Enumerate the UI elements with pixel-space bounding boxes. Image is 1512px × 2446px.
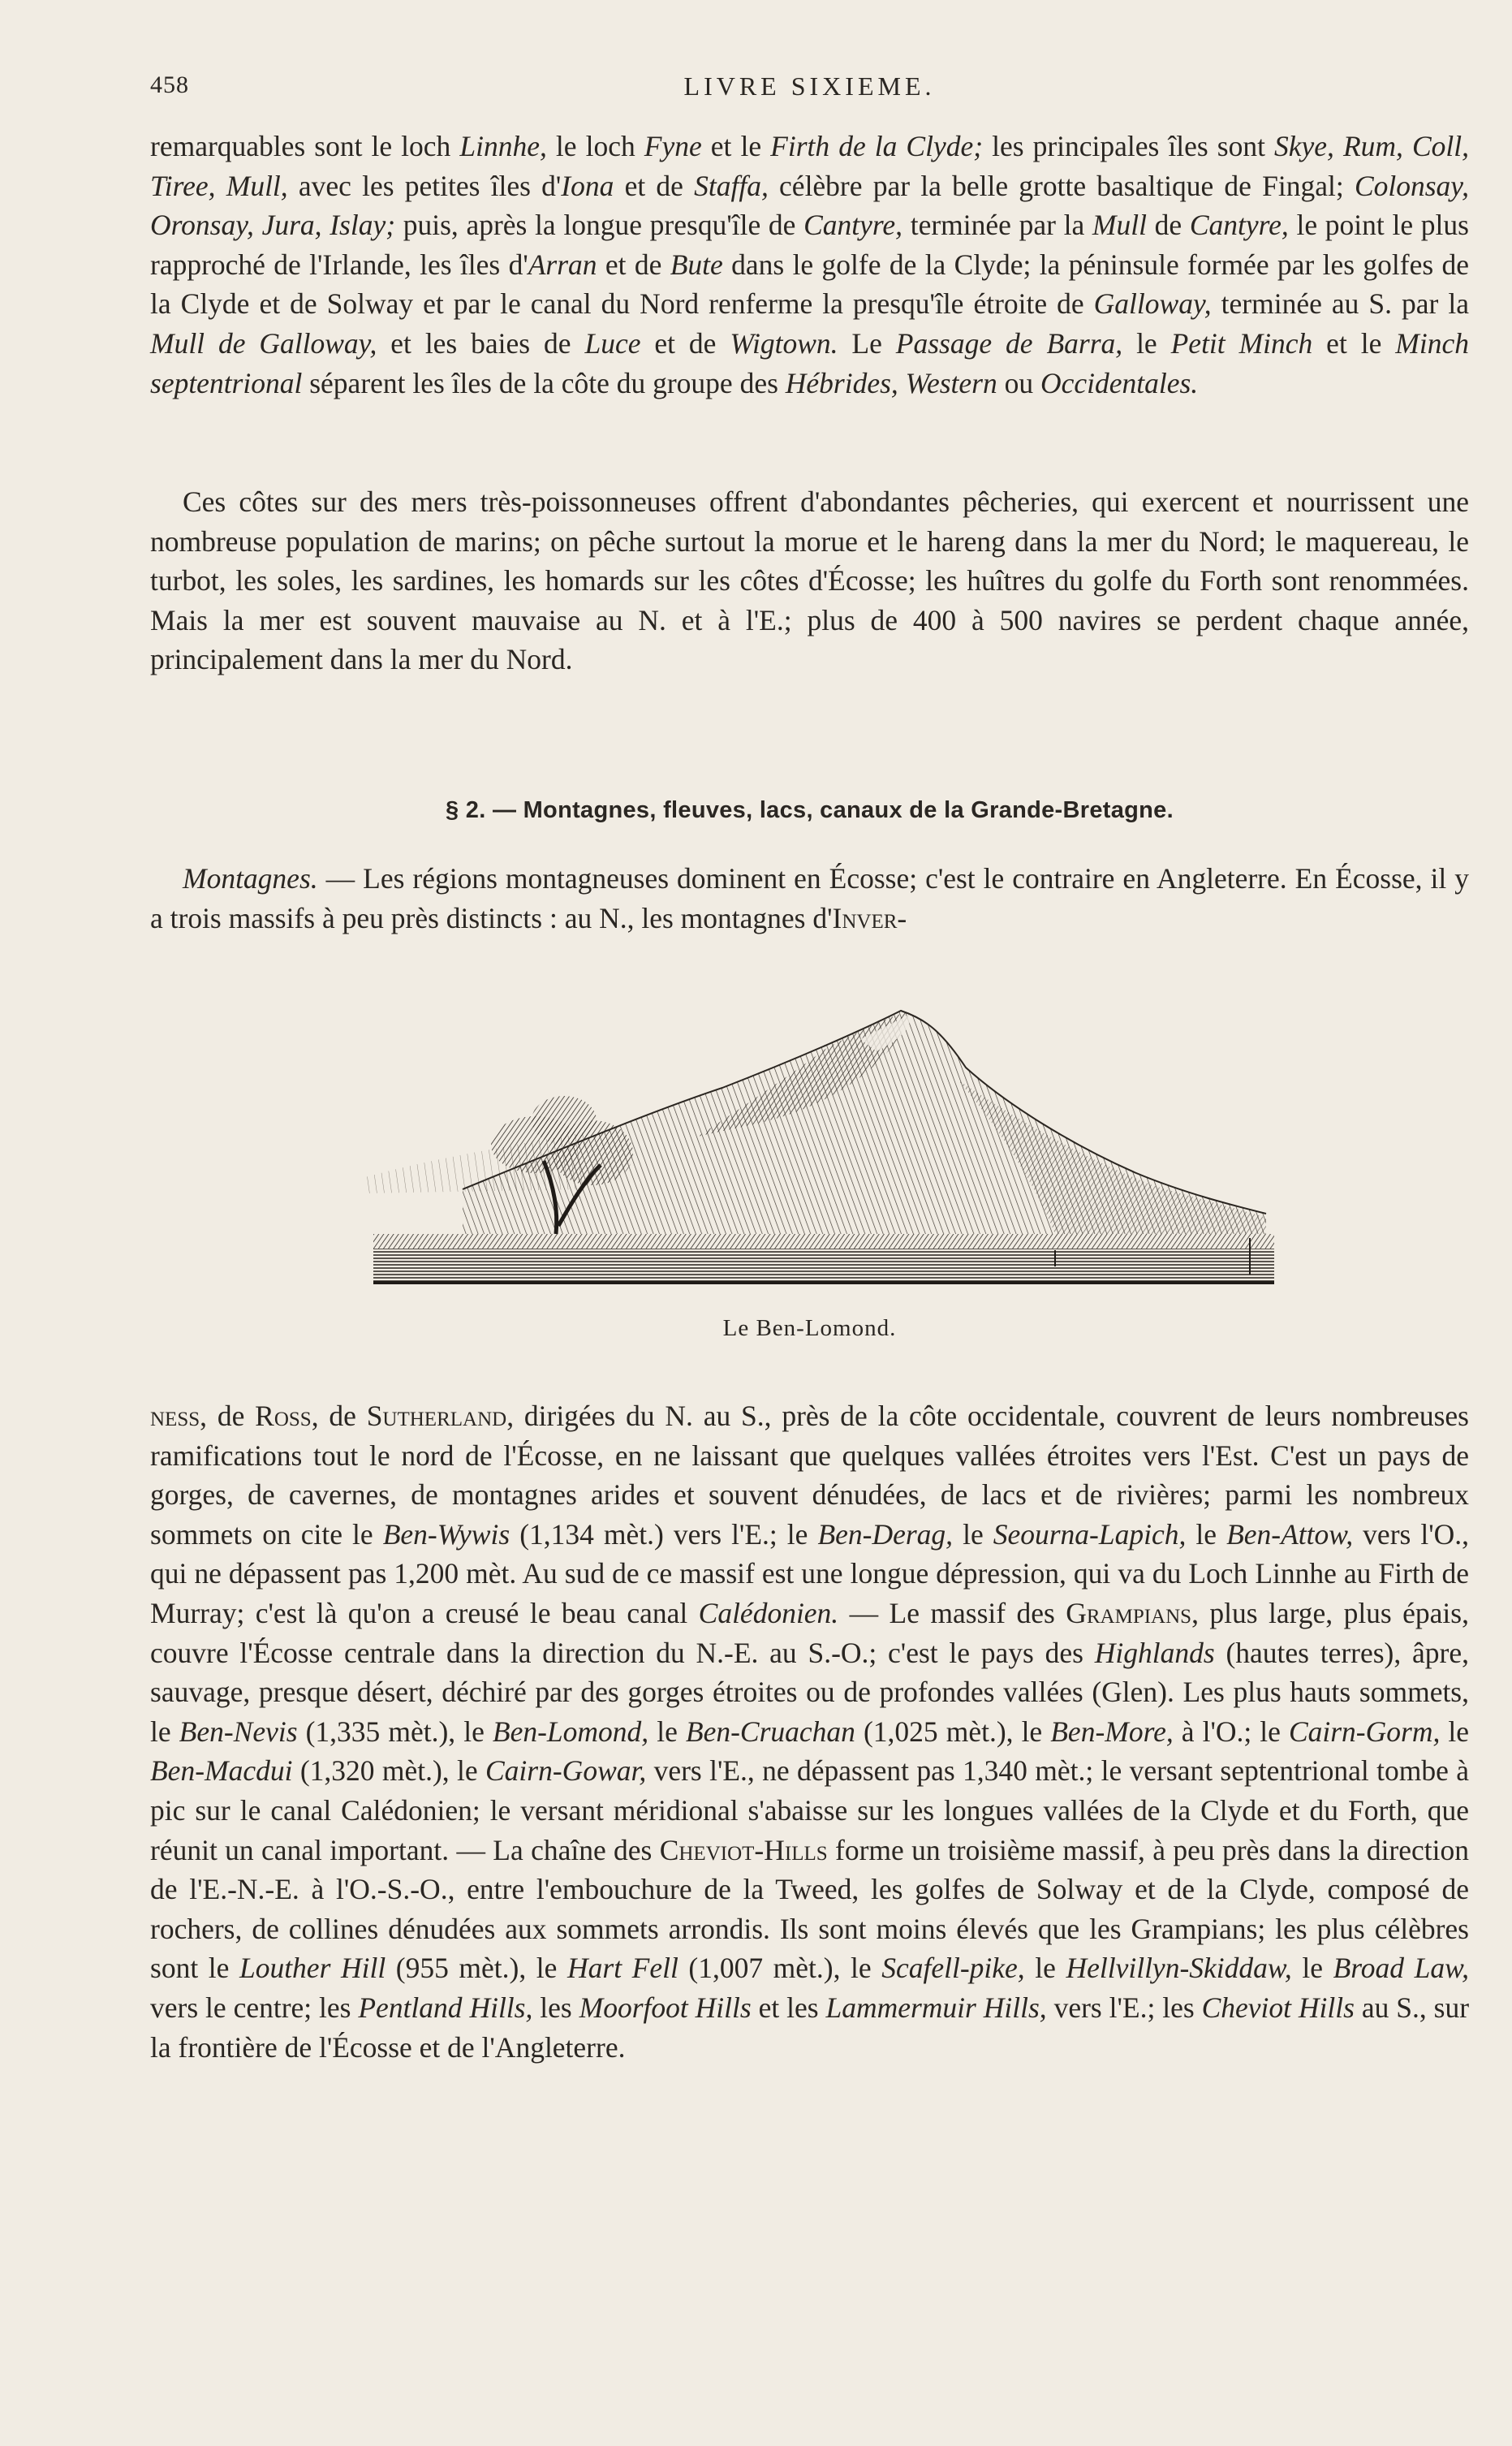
italic-term: Firth de la Clyde; — [770, 130, 984, 162]
italic-term: Galloway, — [1093, 287, 1212, 321]
italic-term: Cairn-Gorm, — [1288, 1715, 1441, 1748]
paragraph-text: Ces côtes sur des mers très-poissonneuses offrent d'abondantes pêcheries, qui exercent et nourrissent une nombreuse population de marins; on pêche surtout la morue et le hareng dans la mer du Nord; le maquereau, le turbot, les soles, les sardines, les homards sur les côtes d'Écosse; les huîtres du golfe du Forth sont renommées. Mais la mer est souvent mauvaise au N. et à l'E.; plus de 400 à 500 navires se perdent chaque année, principalement dans la mer du Nord. — [150, 485, 1469, 676]
italic-term: Calédonien. — [698, 1596, 839, 1629]
italic-term: Passage de Barra, — [895, 326, 1123, 360]
paragraph-fisheries — [150, 482, 1469, 679]
page-header — [150, 71, 1469, 112]
italic-term: Moorfoot Hills — [579, 1991, 752, 2024]
italic-term: Occidentales. — [1040, 366, 1199, 399]
figure-caption: Le Ben-Lomond. — [722, 1315, 897, 1341]
italic-term: Montagnes. — [183, 862, 318, 895]
mountain-landscape-engraving — [341, 990, 1282, 1303]
italic-term: Arran — [528, 248, 597, 281]
small-caps-term: ness — [150, 1400, 200, 1432]
paragraph-islands — [150, 127, 1469, 403]
italic-term: Fyne — [644, 130, 702, 162]
paragraph-massifs — [150, 1396, 1469, 2067]
ben-lomond-illustration — [341, 990, 1282, 1303]
italic-term: Ben-Attow, — [1226, 1517, 1354, 1551]
small-caps-term: Cheviot-Hills — [659, 1833, 828, 1866]
italic-term: Iona — [561, 169, 614, 202]
italic-term: Ben-Macdui — [150, 1754, 293, 1788]
italic-term: Cairn-Gowar, — [485, 1754, 647, 1788]
italic-term: Ben-Cruachan — [685, 1715, 855, 1748]
italic-term: Petit Minch — [1170, 326, 1313, 360]
italic-term: Mull — [1092, 209, 1147, 242]
italic-term: Colonsay, Oronsay, Jura, Islay; — [150, 169, 1469, 242]
italic-term: Luce — [584, 326, 641, 360]
italic-term: Wigtown. — [730, 326, 838, 360]
small-caps-term: Sutherland — [366, 1400, 507, 1432]
italic-term: Pentland Hills, — [358, 1991, 533, 2024]
italic-term: Hébrides, Western — [785, 366, 997, 399]
italic-term: Seourna-Lapich, — [993, 1517, 1187, 1551]
italic-term: Louther Hill — [239, 1952, 386, 1985]
italic-term: Mull de Galloway, — [150, 326, 377, 360]
italic-term: Staffa, — [694, 169, 769, 202]
italic-term: Lammermuir Hills, — [825, 1991, 1047, 2024]
italic-term: Broad Law, — [1333, 1952, 1470, 1985]
italic-term: Cheviot Hills — [1201, 1991, 1355, 2024]
italic-term: Hart Fell — [567, 1952, 678, 1985]
italic-term: Highlands — [1094, 1636, 1215, 1669]
paragraph-text: remarquables sont le loch Linnhe, le loch Fyne et le Firth de la Clyde; les principales îles sont Skye, Rum, Coll, Tiree, Mull, avec les petites îles d'Iona et de Staffa, célèbre par la belle grotte basaltique de Fingal; Colonsay, Oronsay, Jura, Islay; puis, après la longue presqu'île de Cantyre, terminée par la Mull de Cantyre, le point le plus rapproché de l'Irlande, les îles d'Arran et de Bute dans le golfe de la Clyde; la péninsule formée par les golfes de la Clyde et de Solway et par le canal du Nord renferme la presqu'île étroite de Galloway, terminée au S. par la Mull de Galloway, et les baies de Luce et de Wigtown. Le Passage de Barra, le Petit Minch et le Minch septentrional séparent les îles de la côte du groupe des Hébrides, Western ou Occidentales. — [150, 130, 1470, 399]
italic-term: Ben-More, — [1050, 1715, 1174, 1748]
small-caps-term: Inver- — [832, 901, 907, 934]
page-number: 458 — [150, 71, 189, 98]
small-caps-term: Ross — [255, 1400, 312, 1432]
italic-term: Minch septentrional — [150, 326, 1469, 399]
italic-term: Cantyre, — [803, 209, 903, 242]
italic-term: Ben-Derag, — [817, 1517, 954, 1551]
italic-term: Cantyre, — [1189, 209, 1289, 242]
small-caps-term: Grampians — [1066, 1596, 1192, 1629]
italic-term: Ben-Wywis — [382, 1517, 510, 1551]
paragraph-montagnes-intro — [150, 859, 1469, 938]
italic-term: Bute — [670, 248, 723, 281]
italic-term: Hellvillyn-Skiddaw, — [1066, 1952, 1292, 1985]
italic-term: Linnhe, — [459, 130, 547, 162]
italic-term: Skye, Rum, Coll, Tiree, Mull, — [150, 130, 1469, 202]
italic-term: Ben-Lomond, — [492, 1715, 649, 1748]
italic-term: Ben-Nevis — [179, 1715, 298, 1748]
running-title: LIVRE SIXIEME. — [683, 71, 936, 101]
italic-term: Scafell-pike, — [881, 1952, 1025, 1985]
paragraph-text: Montagnes. — Les régions montagneuses dominent en Écosse; c'est le contraire en Angleterre. En Écosse, il y a trois massifs à peu près distincts : au N., les montagnes d'Inver- — [150, 862, 1469, 934]
paragraph-text: ness, de Ross, de Sutherland, dirigées du N. au S., près de la côte occidentale, couvrent de leurs nombreuses ramifications tout le nord de l'Écosse, en ne laissant que quelques vallées étroites vers l'Est. C'est un pays de gorges, de cavernes, de montagnes arides et souvent dénudées, de lacs et de rivières; parmi les nombreux sommets on cite le Ben-Wywis (1,134 mèt.) vers l'E.; le Ben-Derag, le Seourna-Lapich, le Ben-Attow, vers l'O., qui ne dépassent pas 1,200 mèt. Au sud de ce massif est une longue dépression, qui va du Loch Linnhe au Firth de Murray; c'est là qu'on a creusé le beau canal Calédonien. — Le massif des Grampians, plus large, plus épais, couvre l'Écosse centrale dans la direction du N.-E. au S.-O.; c'est le pays des Highlands (hautes terres), âpre, sauvage, presque désert, déchiré par des gorges étroites ou de profondes vallées (Glen). Les plus hauts sommets, le Ben-Nevis (1,335 mèt.), le Ben-Lomond, le Ben-Cruachan (1,025 mèt.), le Ben-More, à l'O.; le Cairn-Gorm, le Ben-Macdui (1,320 mèt.), le Cairn-Gowar, vers l'E., ne dépassent pas 1,340 mèt.; le versant septentrional tombe à pic sur le canal Calédonien; le versant méridional s'abaisse sur les longues vallées de la Clyde et du Forth, que réunit un canal important. — La chaîne des Cheviot-Hills forme un troisième massif, à peu près dans la direction de l'E.-N.-E. à l'O.-S.-O., entre l'embouchure de la Tweed, les golfes de Solway et de la Clyde, composé de rochers, de collines dénudées aux sommets arrondis. Ils sont moins élevés que les Grampians; les plus célèbres sont le Louther Hill (955 mèt.), le Hart Fell (1,007 mèt.), le Scafell-pike, le Hellvillyn-Skiddaw, le Broad Law, vers le centre; les Pentland Hills, les Moorfoot Hills et les Lammermuir Hills, vers l'E.; les Cheviot Hills au S., sur la frontière de l'Écosse et de l'Angleterre. — [150, 1400, 1470, 2064]
section-heading: § 2. — Montagnes, fleuves, lacs, canaux de la Grande-Bretagne. — [446, 797, 1174, 823]
